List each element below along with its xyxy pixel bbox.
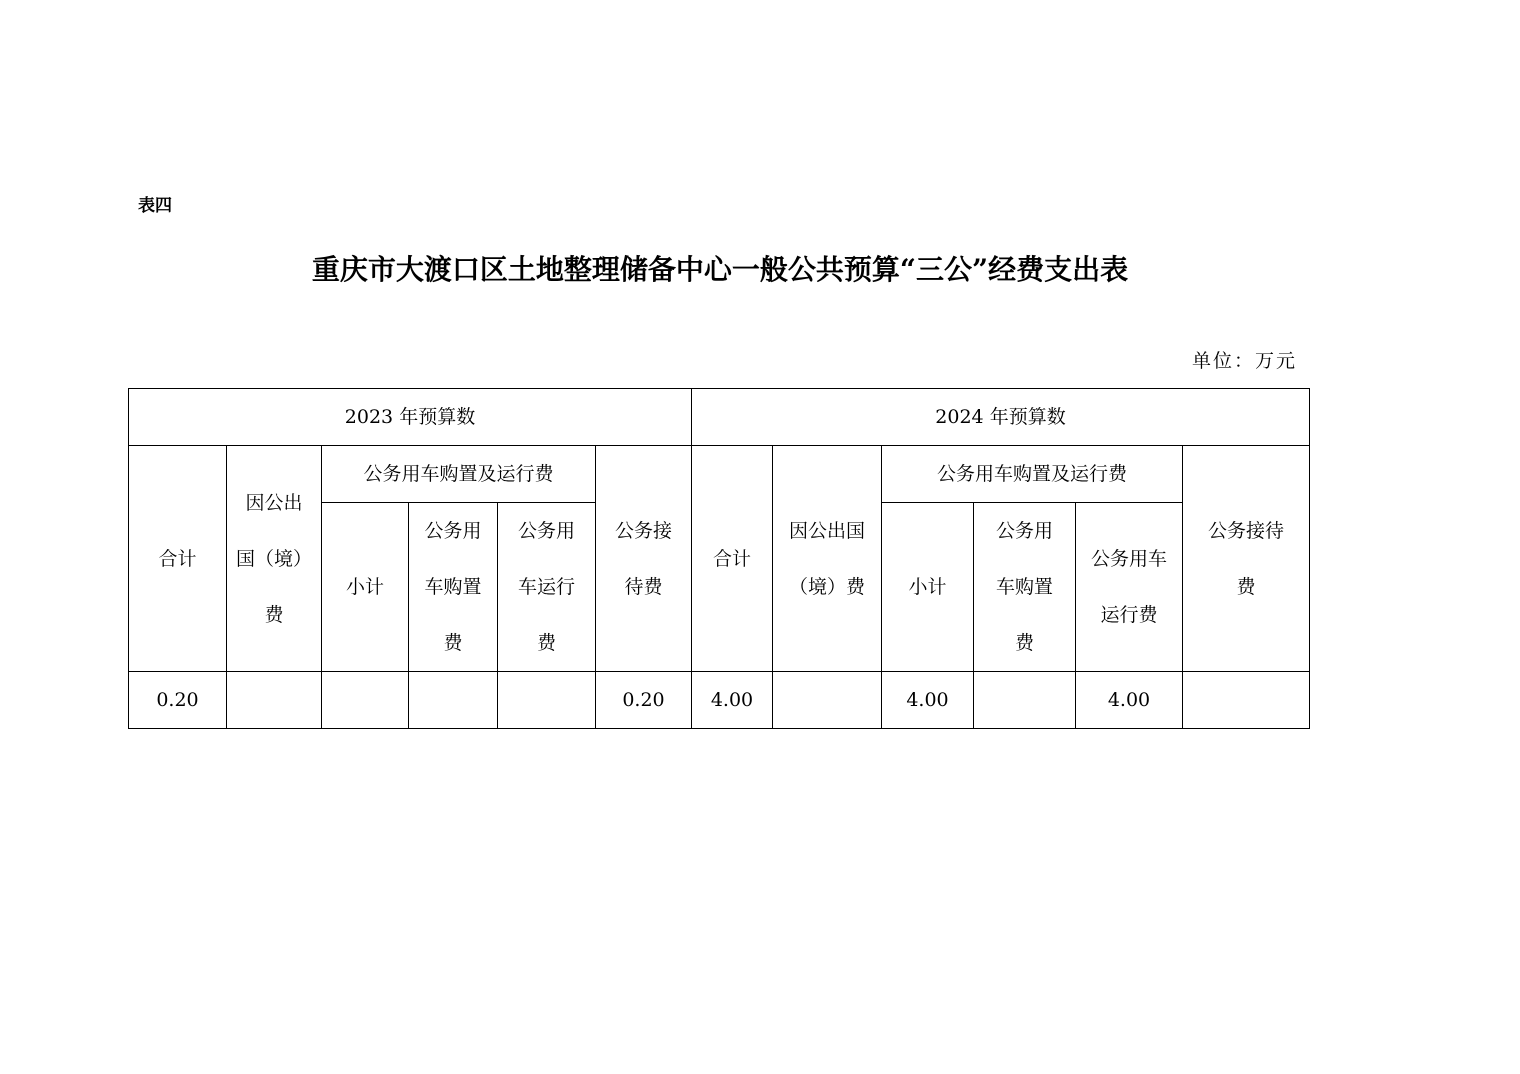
col-2023-purchase-line-1: 公务用 [424,520,482,542]
cell-2023-subtotal [322,672,409,729]
col-2024-abroad-line-1: 因公出国 [788,519,865,542]
col-2023-operation-line-3: 费 [536,632,556,654]
col-2024-subtotal [882,503,974,672]
table-label: 表四 [138,196,172,216]
col-2023-reception-line-2: 待费 [624,575,663,598]
col-2023-abroad-line-1: 因公出 [245,491,303,514]
col-2024-abroad [773,446,882,672]
header-2024: 2024 年预算数 [692,389,1310,446]
cell-2023-total: 0.20 [129,672,227,729]
col-2023-operation-line-2: 车运行 [517,576,575,598]
col-2023-reception [596,446,692,672]
table-header-row [129,389,1310,446]
col-2023-purchase [409,503,498,672]
cell-2024-purchase [974,672,1076,729]
col-2023-abroad [227,446,322,672]
budget-table [128,388,1310,729]
col-2024-total-line: 合计 [712,547,751,570]
col-2023-purchase-line-2: 车购置 [424,576,482,598]
col-2024-abroad-line-2: （境）费 [788,575,865,598]
col-2024-vehicle-group: 公务用车购置及运行费 [882,446,1183,503]
col-2023-abroad-line-2: 国（境） [235,547,312,570]
col-2023-abroad-line-3: 费 [264,603,284,626]
col-2024-operation [1076,503,1183,672]
cell-2023-abroad [227,672,322,729]
col-2023-vehicle-group: 公务用车购置及运行费 [322,446,596,503]
cell-2024-reception [1183,672,1310,729]
col-2024-operation-line-2: 运行费 [1100,604,1158,626]
col-2024-total [692,446,773,672]
header-2023: 2023 年预算数 [129,389,692,446]
cell-2023-operation [498,672,596,729]
col-2024-purchase-line-1: 公务用 [995,520,1053,542]
cell-2024-total: 4.00 [692,672,773,729]
col-2024-reception [1183,446,1310,672]
col-2023-operation-line-1: 公务用 [517,520,575,542]
col-2024-purchase-line-3: 费 [1014,632,1034,654]
col-2023-total [129,446,227,672]
cell-2024-subtotal: 4.00 [882,672,974,729]
col-2023-reception-line-1: 公务接 [614,519,672,542]
col-2023-subtotal-line: 小计 [345,576,384,598]
table-row [129,672,1310,729]
cell-2024-operation: 4.00 [1076,672,1183,729]
col-2024-reception-line-2: 费 [1236,575,1256,598]
col-2024-subtotal-line: 小计 [908,576,947,598]
col-2023-subtotal [322,503,409,672]
col-2023-total-line: 合计 [158,547,197,570]
col-2024-reception-line-1: 公务接待 [1207,519,1284,542]
col-2023-operation [498,503,596,672]
page-title: 重庆市大渡口区土地整理储备中心一般公共预算“三公”经费支出表 [311,253,1129,286]
col-2024-purchase-line-2: 车购置 [995,576,1053,598]
cell-2023-reception: 0.20 [596,672,692,729]
col-2023-purchase-line-3: 费 [443,632,463,654]
col-2024-purchase [974,503,1076,672]
cell-2024-abroad [773,672,882,729]
col-2024-operation-line-1: 公务用车 [1090,548,1167,570]
cell-2023-purchase [409,672,498,729]
unit-label: 单位：万元 [1191,350,1297,372]
table-subheader-row [129,446,1310,503]
